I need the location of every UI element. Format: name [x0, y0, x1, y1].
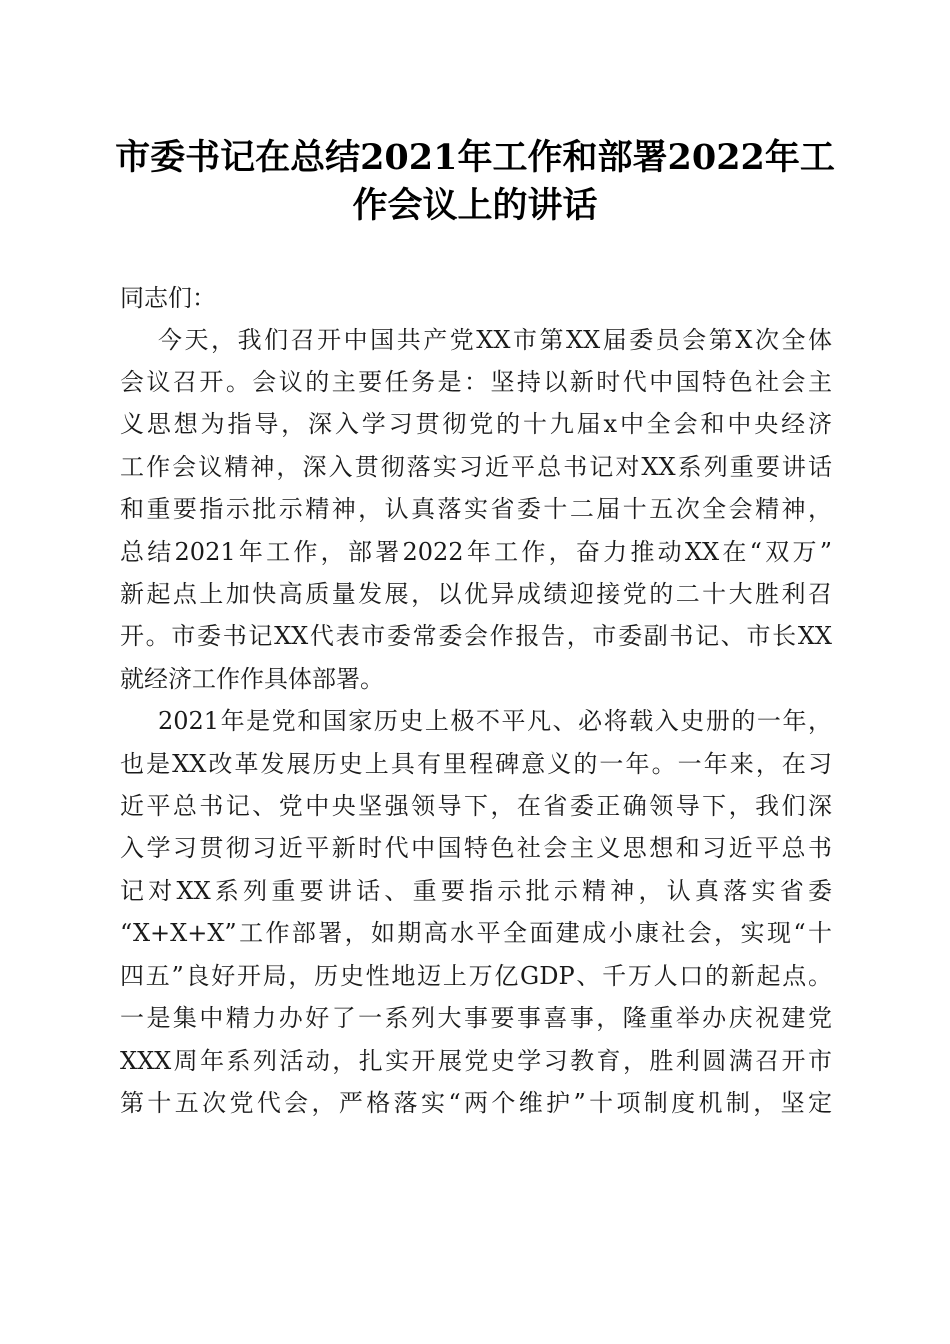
paragraph-2-line: 记对XX系列重要讲话、重要指示批示精神，认真落实省委	[120, 877, 832, 905]
document-title-line-2: 作会议上的讲话	[352, 185, 598, 226]
paragraph-1-line: 开。市委书记XX代表市委常委会作报告，市委副书记、市长XX	[120, 622, 832, 650]
paragraph-1-line: 新起点上加快高质量发展，以优异成绩迎接党的二十大胜利召	[120, 580, 832, 608]
paragraph-2-line: 也是XX改革发展历史上具有里程碑意义的一年。一年来，在习	[120, 750, 832, 778]
paragraph-1-line: 和重要指示批示精神，认真落实省委十二届十五次全会精神，	[120, 495, 832, 523]
paragraph-2-line: 入学习贯彻习近平新时代中国特色社会主义思想和习近平总书	[120, 834, 832, 862]
paragraph-1-line: 就经济工作作具体部署。	[120, 665, 384, 693]
paragraph-1-line: 工作会议精神，深入贯彻落实习近平总书记对XX系列重要讲话	[120, 453, 832, 481]
paragraph-1-line: 义思想为指导，深入学习贯彻党的十九届x中全会和中央经济	[120, 410, 832, 438]
paragraph-2-line: 第十五次党代会，严格落实“两个维护”十项制度机制，坚定	[120, 1089, 832, 1117]
document-title-line-1: 市委书记在总结2021年工作和部署2022年工	[115, 137, 835, 178]
paragraph-2-line: 一是集中精力办好了一系列大事要事喜事，隆重举办庆祝建党	[120, 1004, 832, 1032]
paragraph-2-line: “X+X+X”工作部署，如期高水平全面建成小康社会，实现“十	[120, 919, 832, 947]
paragraph-1-line: 总结2021年工作，部署2022年工作，奋力推动XX在“双万”	[120, 538, 832, 566]
paragraph-2-line: 2021年是党和国家历史上极不平凡、必将载入史册的一年，	[158, 707, 832, 735]
paragraph-2-line: 四五”良好开局，历史性地迈上万亿GDP、千万人口的新起点。	[120, 962, 832, 990]
paragraph-2-line: 近平总书记、党中央坚强领导下，在省委正确领导下，我们深	[120, 792, 832, 820]
paragraph-1-line: 今天，我们召开中国共产党XX市第XX届委员会第X次全体	[158, 326, 832, 354]
salutation: 同志们：	[120, 284, 216, 312]
paragraph-2-line: XXX周年系列活动，扎实开展党史学习教育，胜利圆满召开市	[120, 1047, 832, 1075]
paragraph-1-line: 会议召开。会议的主要任务是：坚持以新时代中国特色社会主	[120, 368, 832, 396]
